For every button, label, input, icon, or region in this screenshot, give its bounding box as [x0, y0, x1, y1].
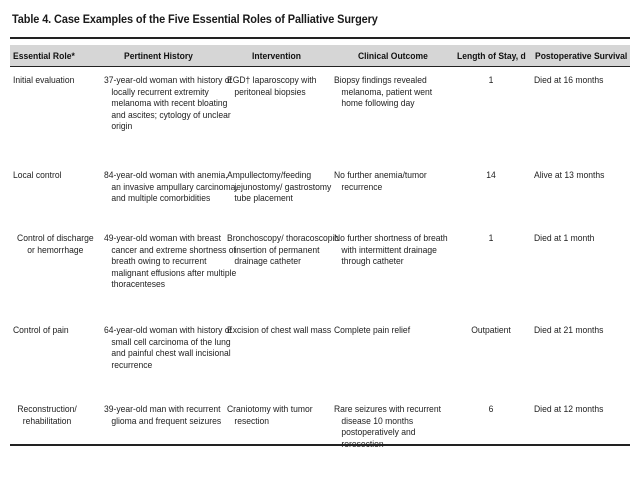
table-row-3-role [13, 233, 98, 256]
table-row-2-outcome: No further anemia/tumor recurrence [334, 170, 427, 192]
bottom-rule [10, 444, 630, 446]
table-row-2-intervention: Ampullectomy/feeding jejunostomy/ gastrostomy tube placement [227, 170, 332, 204]
table-row-5-survival: Died at 12 months [534, 404, 604, 414]
table-row-1-role [13, 75, 100, 87]
header-intervention: Intervention [252, 51, 301, 61]
table-row-2-history: 84-year-old woman with anemia, an invasive ampullary carcinoma, and multiple comorbidities [104, 170, 238, 204]
table-row-3-history: 49-year-old woman with breast cancer and extreme shortness of breath owing to recurrent malignant effusions after multiple thoracenteses [104, 233, 237, 290]
role-line: rehabilitation [22, 415, 72, 426]
table-row-3-intervention: Bronchoscopy/ thoracoscopic insertion of permanent drainage catheter [227, 233, 339, 267]
table-row-2-survival: Alive at 13 months [534, 170, 605, 180]
role-line: or hemorrhage [27, 244, 84, 255]
table-row-5-history: 39-year-old man with recurrent glioma and frequent seizures [104, 404, 222, 426]
table-row-1-history: 37-year-old woman with history of locally recurrent extremity melanoma with recent bloating and ascites; cytology of unclear origin [104, 75, 232, 132]
table-row-5-role [13, 404, 81, 427]
table-row-3-survival: Died at 1 month [534, 233, 595, 243]
role-line: Control of discharge [17, 233, 94, 243]
role-line: Reconstruction/ [17, 404, 77, 414]
table-row-4-survival: Died at 21 months [534, 325, 604, 335]
table-row-4-role [13, 325, 100, 337]
table-row-2-role [13, 170, 100, 182]
table-row-4-intervention: Excision of chest wall mass [227, 325, 332, 335]
role-line: Control of pain [13, 325, 69, 335]
role-line: Local control [13, 170, 62, 180]
table-row-5-outcome: Rare seizures with recurrent disease 10 months postoperatively and reresection [334, 404, 441, 449]
table-row-5-stay: 6 [488, 404, 494, 414]
table-row-1-survival: Died at 16 months [534, 75, 604, 85]
table-row-3-stay: 1 [488, 233, 494, 243]
header-clinical-outcome: Clinical Outcome [358, 51, 428, 61]
table-row-3-outcome: No further shortness of breath with intermittent drainage through catheter [334, 233, 448, 267]
header-pertinent-history: Pertinent History [124, 51, 193, 61]
top-rule [10, 37, 630, 39]
table-row-1-outcome: Biopsy findings revealed melanoma, patient went home following day [334, 75, 433, 109]
header-length-of-stay: Length of Stay, d [457, 51, 526, 61]
header-rule [10, 66, 630, 67]
table-row-1-stay: 1 [488, 75, 494, 85]
table-row-5-intervention: Craniotomy with tumor resection [227, 404, 313, 426]
role-line: Initial evaluation [13, 75, 75, 85]
table-title: Table 4. Case Examples of the Five Essential Roles of Palliative Surgery [12, 14, 378, 26]
table-row-2-stay: 14 [486, 170, 496, 180]
table-row-4-history: 64-year-old woman with history of small cell carcinoma of the lung and painful chest wall incisional recurrence [104, 325, 232, 370]
table-row-1-intervention: EGD† laparoscopy with peritoneal biopsies [227, 75, 317, 97]
header-essential-role: Essential Role* [13, 51, 75, 61]
table-row-4-stay: Outpatient [471, 325, 511, 335]
header-postoperative-survival: Postoperative Survival [535, 51, 628, 61]
table-row-4-outcome: Complete pain relief [334, 325, 411, 335]
